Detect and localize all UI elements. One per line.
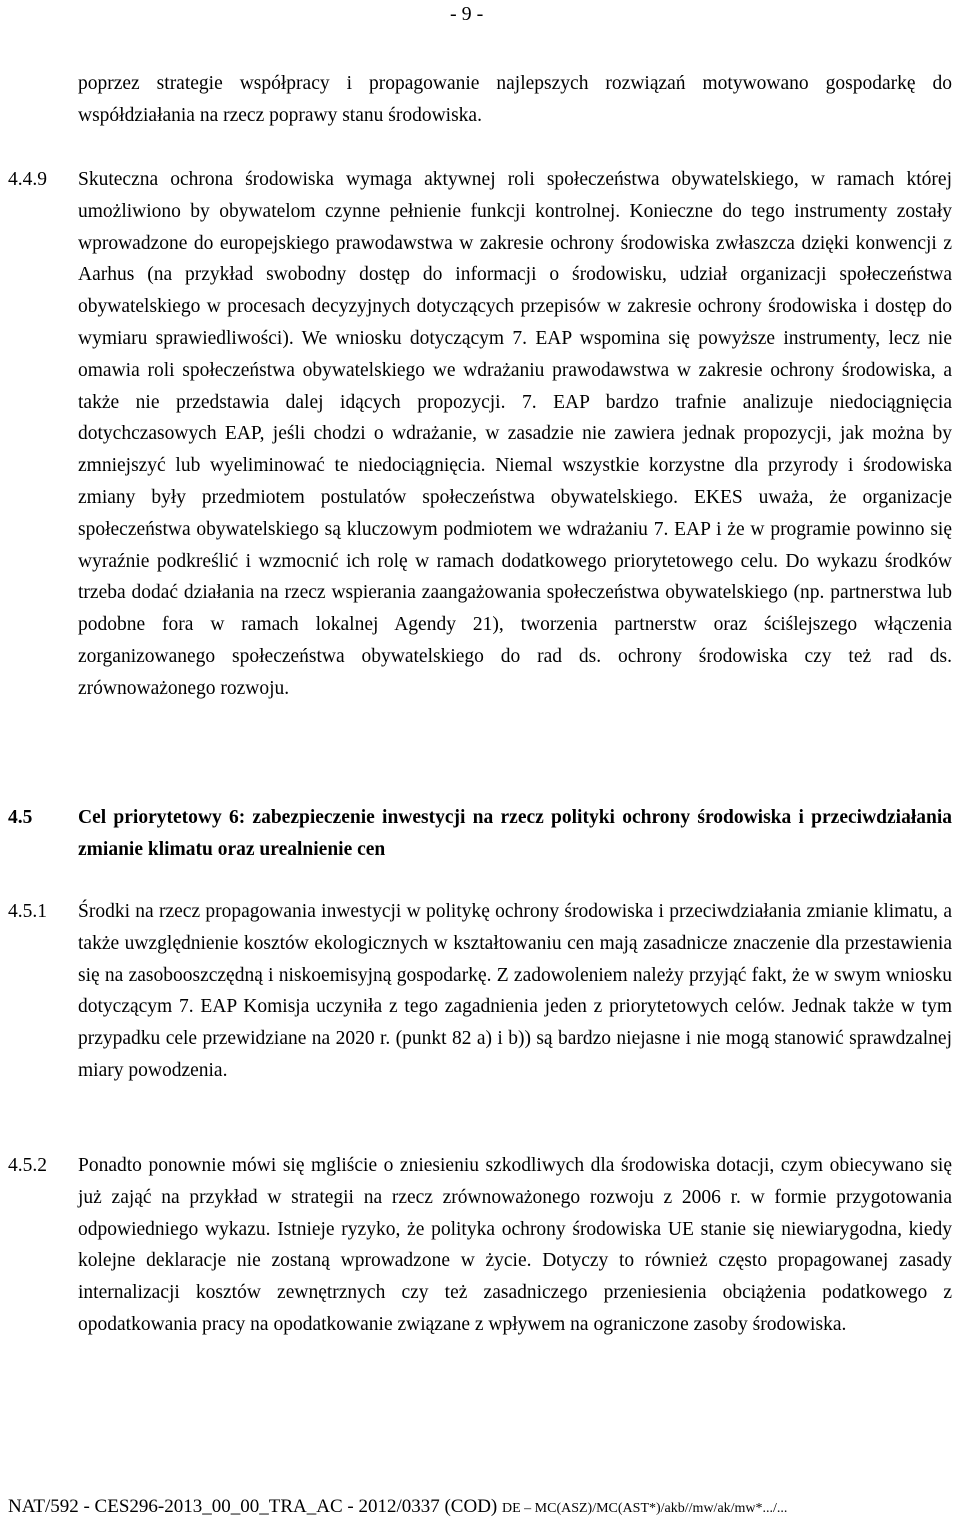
section-4-5-heading [8, 802, 952, 866]
footer-reference: NAT/592 - CES296-2013_00_00_TRA_AC - 2012/0337 (COD) [8, 1496, 498, 1517]
section-4-4-9 [8, 164, 952, 705]
section-4-5-2 [8, 1150, 952, 1341]
intro-text: poprzez strategie współpracy i propagowanie najlepszych rozwiązań motywowano gospodarkę do współdziałania na rzecz poprawy stanu środowiska. [78, 73, 952, 126]
section-4-5-1 [8, 896, 952, 1087]
section-text: Środki na rzecz propagowania inwestycji w politykę ochrony środowiska i przeciwdziałania zmianie klimatu, a także uwzględnienie kosztów ekologicznych w kształtowaniu cen mają zasadnicze znaczenie dla przestawienia się na zasobooszczędną i niskoemisyjną gospodarkę. Z zadowoleniem należy przyjąć fakt, że w swym wniosku dotyczącym 7. EAP Komisja uczyniła z tego zagadnienia jeden z priorytetowych celów. Jednak także w tym przypadku cele przewidziane na 2020 r. (punkt 82 a) i b)) są bardzo niejasne i nie mogą stanowić sprawdzalnej miary powodzenia. [78, 901, 952, 1081]
section-number: 4.5.1 [8, 901, 47, 922]
section-number: 4.4.9 [8, 169, 47, 190]
section-number: 4.5.2 [8, 1155, 47, 1176]
footer [8, 1495, 787, 1521]
footer-codes: DE – MC(ASZ)/MC(AST*)/akb//mw/ak/mw*.../... [502, 1501, 788, 1516]
section-number: 4.5 [8, 807, 33, 828]
page-number: - 9 - [450, 3, 484, 25]
section-heading: Cel priorytetowy 6: zabezpieczenie inwestycji na rzecz polityki ochrony środowiska i przeciwdziałania zmianie klimatu oraz urealnienie cen [78, 807, 952, 860]
intro-paragraph [8, 68, 952, 132]
section-text: Ponadto ponownie mówi się mgliście o zniesieniu szkodliwych dla środowiska dotacji, czym obiecywano się już zająć na przykład w strategii na rzecz zrównoważonego rozwoju z 2006 r. w formie przygotowania odpowiedniego wykazu. Istnieje ryzyko, że polityka ochrony środowiska UE stanie się niewiarygodna, kiedy kolejne deklaracje nie zostaną wprowadzone w życie. Dotyczy to również często propagowanej zasady internalizacji kosztów zewnętrznych czy też zasadniczego przeniesienia obciążenia podatkowego z opodatkowania pracy na opodatkowanie związane z wpływem na ograniczone zasoby środowiska. [78, 1155, 952, 1335]
section-text: Skuteczna ochrona środowiska wymaga aktywnej roli społeczeństwa obywatelskiego, w ramach której umożliwiono by obywatelom czynne pełnienie funkcji kontrolnej. Konieczne do tego instrumenty zostały wprowadzone do europejskiego prawodawstwa w zakresie ochrony środowiska zwłaszcza dzięki konwencji z Aarhus (na przykład swobodny dostęp do informacji o środowisku, udział organizacji społeczeństwa obywatelskiego w procesach decyzyjnych dotyczących przepisów w zakresie ochrony środowiska i dostęp do wymiaru sprawiedliwości). We wniosku dotyczącym 7. EAP wspomina się powyższe instrumenty, lecz nie omawia roli społeczeństwa obywatelskiego we wdrażaniu prawodawstwa w zakresie ochrony środowiska, a także nie przedstawia dalej idących propozycji. 7. EAP bardzo trafnie analizuje niedociągnięcia dotychczasowych EAP, jeśli chodzi o wdrażanie, w zasadzie nie zawiera jednak propozycji, jak można by zmniejszyć lub wyeliminować te niedociągnięcia. Niemal wszystkie korzystne dla przyrody i środowiska zmiany były przedmiotem postulatów społeczeństwa obywatelskiego. EKES uważa, że organizacje społeczeństwa obywatelskiego są kluczowym podmiotem we wdrażaniu 7. EAP i że w programie powinno się wyraźnie podkreślić i wzmocnić ich rolę w ramach dodatkowego priorytetowego celu. Do wykazu środków trzeba dodać działania na rzecz wspierania zaangażowania społeczeństwa obywatelskiego (np. partnerstwa lub podobne fora w ramach lokalnej Agendy 21), tworzenia partnerstw oraz ściślejszego włączenia zorganizowanego społeczeństwa obywatelskiego do rad ds. ochrony środowiska czy też rad ds. zrównoważonego rozwoju. [78, 169, 952, 699]
